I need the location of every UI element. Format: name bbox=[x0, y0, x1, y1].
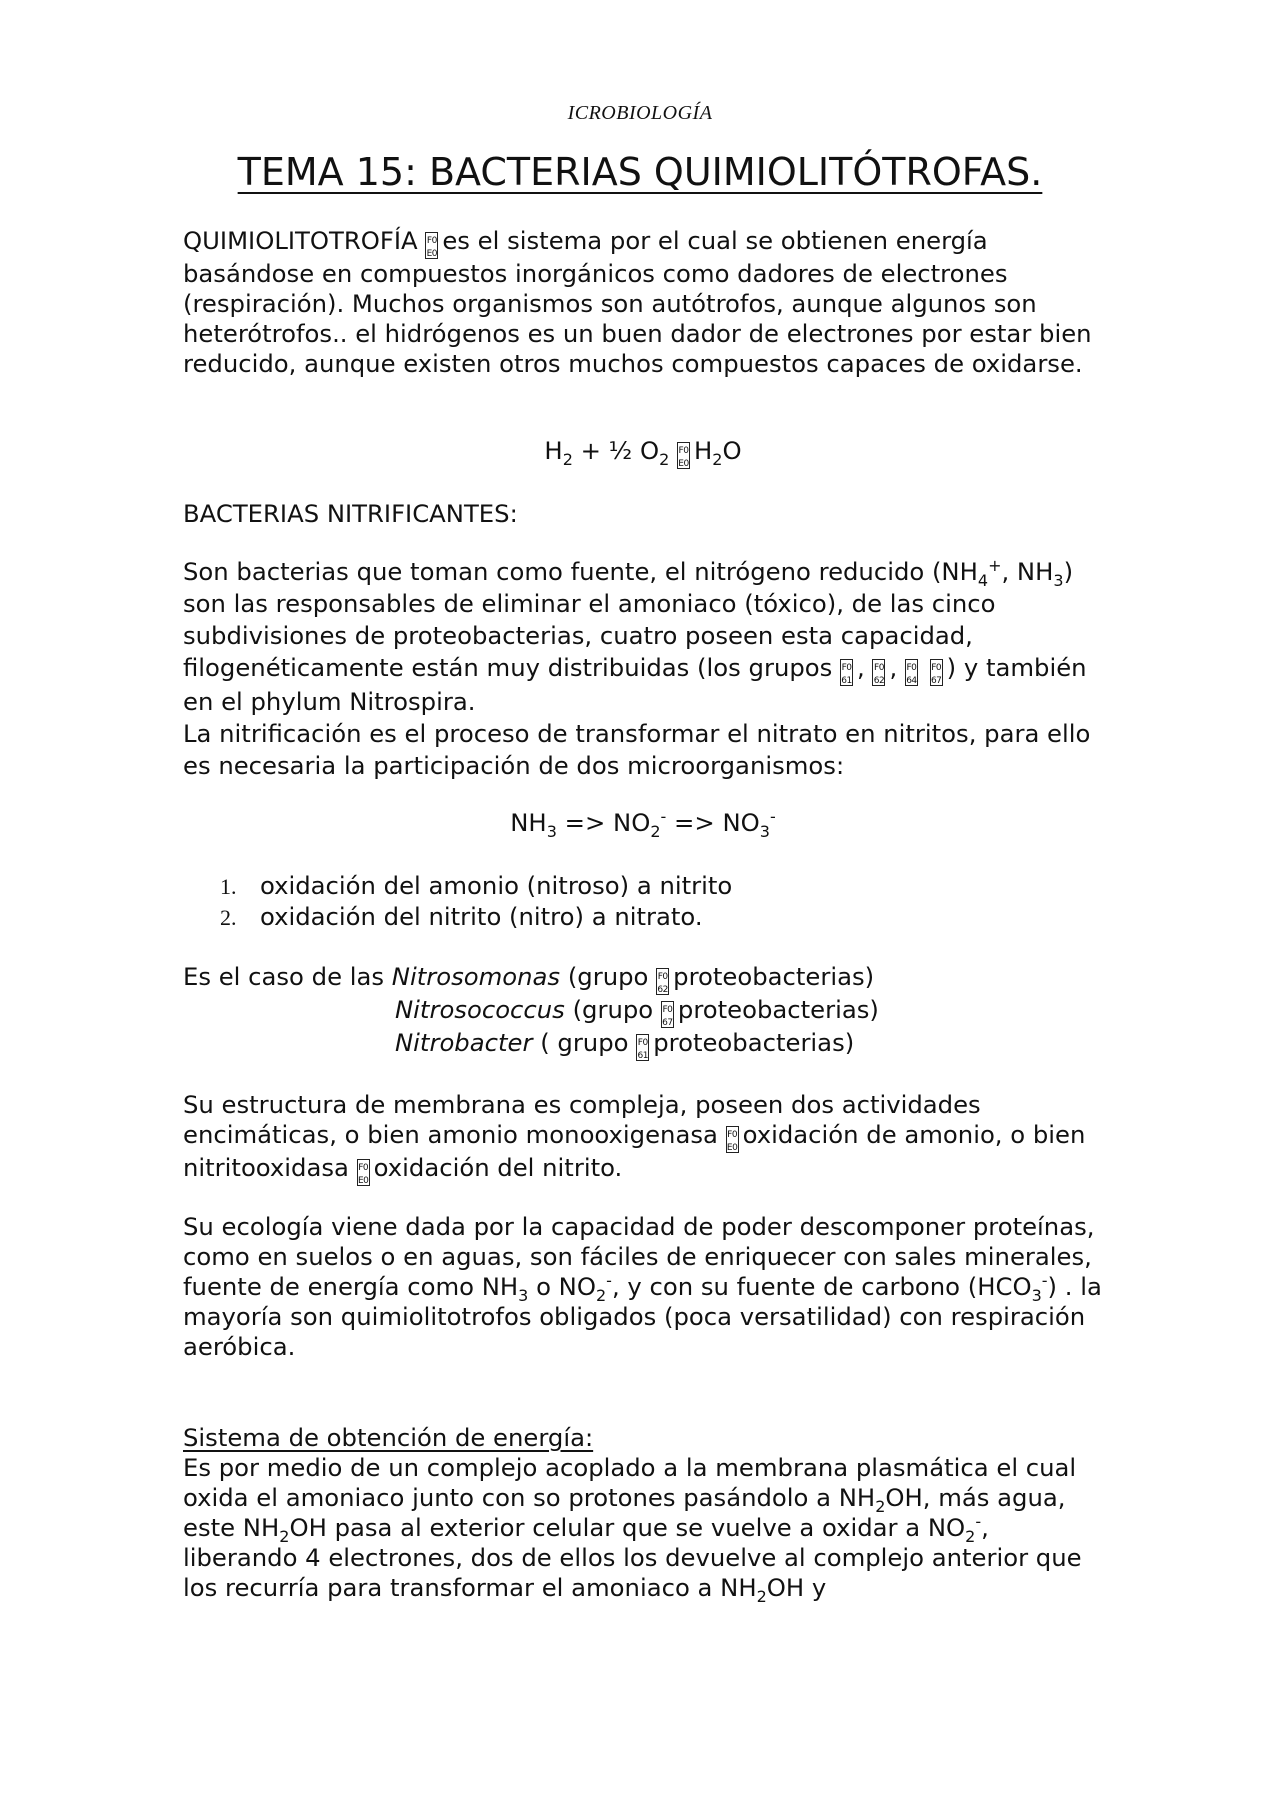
arrow-glyph-icon: F0 E0 bbox=[425, 232, 438, 259]
case-line-1: Es el caso de las Nitrosomonas (grupo F0 62 proteobacterias) bbox=[183, 962, 875, 995]
greek-gamma-glyph-icon: F0 67 bbox=[661, 1001, 674, 1028]
page-header: ICROBIOLOGÍA bbox=[567, 102, 713, 124]
greek-alpha-glyph-icon: F0 61 bbox=[840, 659, 853, 686]
greek-beta-glyph-icon: F0 62 bbox=[872, 659, 885, 686]
nitrification-steps-list bbox=[220, 871, 1020, 933]
intro-paragraph bbox=[183, 226, 1103, 379]
arrow-glyph-icon: F0 E0 bbox=[677, 442, 690, 469]
arrow-glyph-icon: F0 E0 bbox=[726, 1126, 739, 1153]
greek-delta-glyph-icon: F0 64 bbox=[905, 659, 918, 686]
arrow-glyph-icon: F0 E0 bbox=[357, 1159, 370, 1186]
ecology-paragraph: Su ecología viene dada por la capacidad de poder descomponer proteínas, como en suelos o en aguas, son fáciles de enriquecer con sales minerales, fuente de energía como $NH_3$ o $NO_2^-$, y con su fuente de carbono $(HCO_3^-)$ . la mayoría son quimiolitotrofos obligados (poca versatilidad) con respiración aeróbica. bbox=[183, 1212, 1102, 1361]
section-heading-energia: Sistema de obtención de energía: bbox=[183, 1423, 594, 1452]
equation-nitrification: $NH_3 => NO_2^- => NO_3^-$ bbox=[510, 806, 776, 841]
nitrificantes-paragraph: Son bacterias que toman como fuente, el nitrógeno reducido ($NH_4^+$, $NH_3$) son las responsables de eliminar el amoniaco (tóxico), de las cinco subdivisiones de proteobacterias, cuatro poseen esta capacidad, filogenéticamente están muy distribuidas (los grupos F0 61 , F0 62 , F0 64 F0 67 ) y también en el phylum Nitrospira. La nitrificación es el proceso de transformar el nitrato en nitritos, para ello es necesaria la participación de dos microorganismos: bbox=[183, 555, 1091, 780]
case-line-3: Nitrobacter ( grupo F0 61 proteobacterias) bbox=[395, 1028, 855, 1061]
page-title: TEMA 15: BACTERIAS QUIMIOLITÓTROFAS. bbox=[237, 150, 1043, 194]
intro-term: QUIMIOLITOTROFÍA bbox=[183, 226, 418, 255]
greek-gamma-glyph-icon: F0 67 bbox=[930, 659, 943, 686]
case-line-2: Nitrosococcus (grupo F0 67 proteobacterias) bbox=[395, 995, 879, 1028]
energy-paragraph: Es por medio de un complejo acoplado a la membrana plasmática el cual oxida el amoniaco junto con so protones pasándolo a $NH_2OH$, más agua, este $NH_2OH$ pasa al exterior celular que se vuelve a oxidar a $NO_2^-$, liberando 4 electrones, dos de ellos los devuelve al complejo anterior que los recurría para transformar el amoniaco a $NH_2OH$ y bbox=[183, 1453, 1082, 1606]
equation-hydrogen: $H_2$ + ½ $O_2$ F0 E0 $H_2O$ bbox=[544, 436, 742, 469]
list-item: 1. oxidación del amonio (nitroso) a nitrito bbox=[220, 871, 733, 900]
section-heading-nitrificantes: BACTERIAS NITRIFICANTES: bbox=[183, 499, 518, 528]
list-item: 2. oxidación del nitrito (nitro) a nitrato. bbox=[220, 902, 703, 931]
page-title-wrap bbox=[0, 150, 1280, 194]
membrane-paragraph: Su estructura de membrana es compleja, poseen dos actividades encimáticas, o bien amonio monooxigenasa F0 E0 oxidación de amonio, o bien nitritooxidasa F0 E0 oxidación del nitrito. bbox=[183, 1090, 1086, 1186]
greek-alpha-glyph-icon: F0 61 bbox=[636, 1034, 649, 1061]
intro-text: es el sistema por el cual se obtienen energía basándose en compuestos inorgánicos como dadores de electrones (respiración). Muchos organismos son autótrofos, aunque algunos son heterótrofos.. el hidrógenos es un buen dador de electrones por estar bien reducido, aunque existen otros muchos compuestos capaces de oxidarse. bbox=[183, 226, 1092, 378]
greek-beta-glyph-icon: F0 62 bbox=[656, 968, 669, 995]
